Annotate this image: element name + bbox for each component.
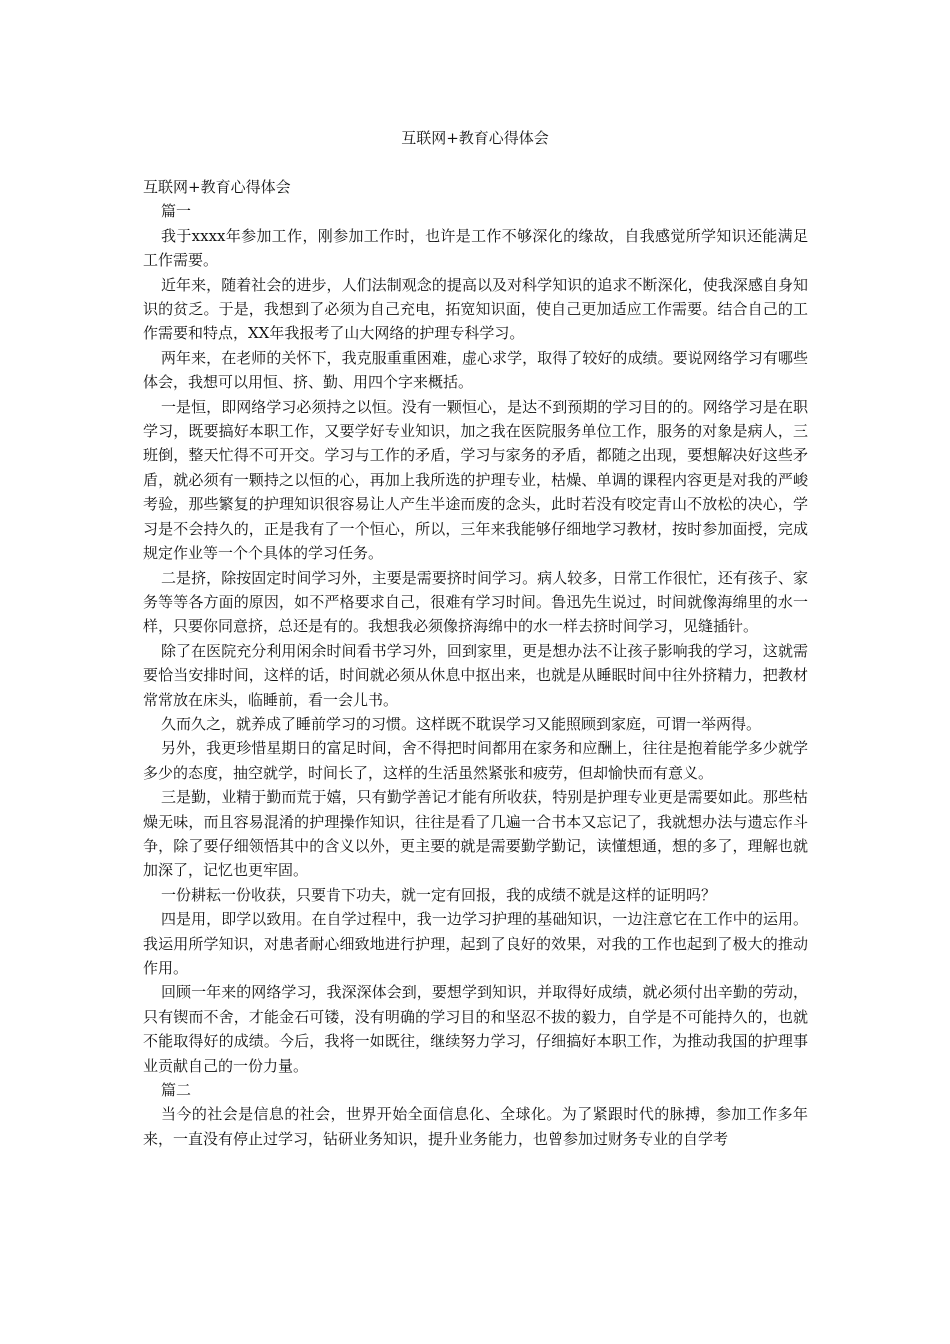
paragraph: 当今的社会是信息的社会，世界开始全面信息化、全球化。为了紧跟时代的脉搏，参加工作多年来，一直没有停止过学习，钻研业务知识，提升业务能力，也曾参加过财务专业的自学考 xyxy=(143,1105,808,1148)
document-subtitle: 互联网+教育心得体会 xyxy=(143,178,291,196)
paragraph: 久而久之，就养成了睡前学习的习惯。这样既不耽误学习又能照顾到家庭，可谓一举两得。 xyxy=(161,714,762,733)
paragraph: 三是勤，业精于勤而荒于嬉，只有勤学善记才能有所收获，特别是护理专业更是需要如此。那些枯燥无味，而且容易混淆的护理操作知识，往往是看了几遍一合书本又忘记了，我就想办法与遗忘作斗争，除了要仔细领悟其中的含义以外，更主要的就是需要勤学勤记，读懂想通，想的多了，理解也就加深了，记忆也更牢固。 xyxy=(143,788,808,880)
paragraph: 一份耕耘一份收获，只要肯下功夫，就一定有回报，我的成绩不就是这样的证明吗？ xyxy=(161,885,717,904)
page-title: 互联网+教育心得体会 xyxy=(401,129,549,147)
paragraph: 一是恒，即网络学习必须持之以恒。没有一颗恒心，是达不到预期的学习目的的。网络学习是在职学习，既要搞好本职工作，又要学好专业知识，加之我在医院服务单位工作，服务的对象是病人，三班倒，整天忙得不可开交。学习与工作的矛盾，学习与家务的矛盾，都随之出现，要想解决好这些矛盾，就必须有一颗持之以恒的心，再加上我所选的护理专业，枯燥、单调的课程内容更是对我的严峻考验，那些繁复的护理知识很容易让人产生半途而废的念头，此时若没有咬定青山不放松的决心，学习是不会持久的，正是我有了一个恒心，所以，三年来我能够仔细地学习教材，按时参加面授，完成规定作业等一个个具体的学习任务。 xyxy=(143,397,808,563)
paragraph: 回顾一年来的网络学习，我深深体会到，要想学到知识，并取得好成绩，就必须付出辛勤的劳动，只有锲而不舍，才能金石可镂，没有明确的学习目的和坚忍不拔的毅力，自学是不可能持久的，也就不能取得好的成绩。今后，我将一如既往，继续努力学习，仔细搞好本职工作，为推动我国的护理事业贡献自己的一份力量。 xyxy=(143,983,808,1075)
paragraph: 两年来，在老师的关怀下，我克服重重困难，虚心求学，取得了较好的成绩。要说网络学习有哪些体会，我想可以用恒、挤、勤、用四个字来概括。 xyxy=(143,348,808,392)
paragraph: 另外，我更珍惜星期日的富足时间，舍不得把时间都用在家务和应酬上，往往是抱着能学多少就学多少的态度，抽空就学，时间长了，这样的生活虽然紧张和疲劳，但却愉快而有意义。 xyxy=(143,739,808,782)
document-body xyxy=(143,175,808,1151)
section-label-2: 篇二 xyxy=(161,1081,192,1100)
paragraph: 我于xxxx年参加工作，刚参加工作时，也许是工作不够深化的缘故，自我感觉所学知识还能满足工作需要。 xyxy=(143,226,808,270)
section-label-1: 篇一 xyxy=(161,202,192,221)
paragraph: 四是用，即学以致用。在自学过程中，我一边学习护理的基础知识，一边注意它在工作中的运用。我运用所学知识，对患者耐心细致地进行护理，起到了良好的效果，对我的工作也起到了极大的推动作用。 xyxy=(143,910,808,977)
paragraph: 除了在医院充分利用闲余时间看书学习外，回到家里，更是想办法不让孩子影响我的学习，这就需要恰当安排时间，这样的话，时间就必须从休息中抠出来，也就是从睡眠时间中往外挤精力，把教材常常放在床头，临睡前，看一会儿书。 xyxy=(143,641,808,709)
paragraph: 近年来，随着社会的进步，人们法制观念的提高以及对科学知识的追求不断深化，使我深感自身知识的贫乏。于是，我想到了必须为自己充电，拓宽知识面，使自己更加适应工作需要。结合自己的工作需要和特点，XX年我报考了山大网络的护理专科学习。 xyxy=(143,275,808,343)
paragraph: 二是挤，除按固定时间学习外，主要是需要挤时间学习。病人较多，日常工作很忙，还有孩子、家务等等各方面的原因，如不严格要求自己，很难有学习时间。鲁迅先生说过，时间就像海绵里的水一样，只要你同意挤，总还是有的。我想我必须像挤海绵中的水一样去挤时间学习，见缝插针。 xyxy=(143,568,808,636)
